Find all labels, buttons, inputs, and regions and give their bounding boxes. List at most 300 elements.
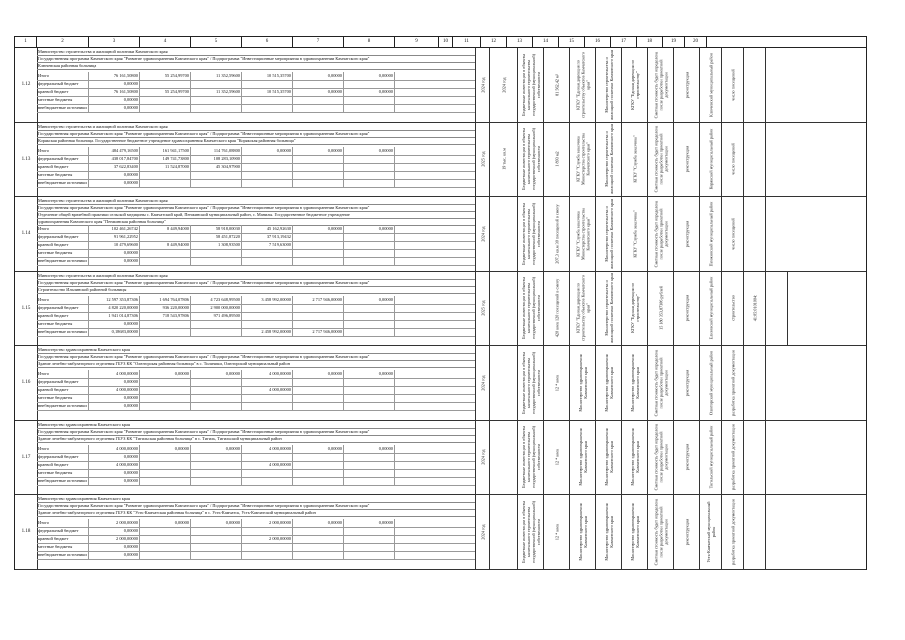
financing-value: 45 304,97900: [191, 163, 242, 171]
financing-value: [293, 155, 344, 163]
header-column-number: 18: [637, 37, 663, 47]
attribute-cell: [475, 123, 489, 197]
financing-value: [242, 304, 293, 312]
financing-value: 4 000,00000: [89, 461, 140, 469]
financing-value: [191, 249, 242, 257]
financing-value: 10 479,69600: [89, 241, 140, 249]
financing-value: 0,00000: [344, 225, 395, 233]
attribute-cell: [489, 346, 517, 420]
attribute-cell: [621, 48, 647, 122]
header-column-number: 4: [140, 37, 191, 47]
financing-row: [37, 551, 475, 560]
attribute-cell: [595, 495, 621, 569]
attribute-cell: [647, 48, 673, 122]
financing-value: [293, 543, 344, 551]
attribute-text: Министерство здравоохранения Камчатского края: [577, 503, 588, 561]
attribute-cell: [569, 495, 595, 569]
financing-source-label: Итого: [37, 72, 89, 80]
attribute-cell: [743, 48, 765, 122]
project-block: [15, 48, 866, 123]
attribute-cell: [621, 495, 647, 569]
project-title-line: Государственная программа Камчатского края "Развитие здравоохранения Камчатского края" / Подпрограмма "Инвестиционные мероприятия в здравоохранении Камчатского края": [37, 204, 476, 212]
financing-source-label: федеральный бюджет: [37, 453, 89, 461]
financing-value: 2 000,00000: [242, 519, 293, 527]
financing-value: 0,00000: [293, 147, 344, 155]
financing-source-label: внебюджетные источники: [37, 328, 89, 336]
financing-value: 0,00000: [89, 394, 140, 402]
header-column-number: 14: [533, 37, 559, 47]
attribute-text: 2025 год: [480, 151, 485, 167]
financing-value: 0,00000: [140, 370, 191, 378]
attribute-text: реконструкция: [684, 369, 689, 396]
attribute-cell: [543, 346, 569, 420]
attribute-text: число посещений: [730, 218, 735, 250]
attribute-cell: [489, 272, 517, 346]
financing-value: 2 458 992,00000: [242, 328, 293, 336]
attribute-cell: [765, 48, 787, 122]
project-title-line: Строительство Ильпинской районной больницы: [37, 286, 476, 294]
attribute-text: 41:05:0101004:: [752, 294, 757, 322]
attribute-cell: [543, 48, 569, 122]
vertical-attribute-cells: [475, 48, 866, 122]
financing-value: 11 524,87000: [140, 163, 191, 171]
financing-value: 0,00000: [191, 445, 242, 453]
financing-value: 718 543,97806: [140, 312, 191, 320]
financing-value: 0,00000: [89, 477, 140, 485]
financing-value: [242, 257, 293, 265]
project-block: [15, 197, 866, 272]
attribute-text: разработка проектной документации: [730, 349, 735, 416]
financing-value: [140, 551, 191, 559]
attribute-cell: [517, 495, 543, 569]
financing-value: [293, 104, 344, 112]
attribute-text: Тигильский муниципальный район: [708, 425, 713, 489]
header-column-number: 9: [395, 37, 439, 47]
attribute-text: Министерство здравоохранения Камчатского края: [629, 428, 640, 486]
attribute-text: число посещений: [730, 143, 735, 175]
attribute-text: Ключевский муниципальный район: [708, 52, 713, 117]
attribute-text: 2025 год: [480, 300, 485, 316]
attribute-text: КГКУ "Служба заказчика Министерства строительства Камчатского края": [575, 133, 590, 186]
financing-value: 0,00000: [89, 171, 140, 179]
attribute-cell: [699, 272, 721, 346]
financing-value: 2 900 000,00000: [191, 304, 242, 312]
header-column-number: 1: [15, 37, 37, 47]
attribute-cell: [569, 123, 595, 197]
financing-value: [242, 551, 293, 559]
attribute-cell: [787, 272, 809, 346]
project-block: [15, 495, 866, 570]
vertical-attribute-cells: [475, 197, 866, 271]
financing-value: [293, 233, 344, 241]
attribute-cell: [699, 48, 721, 122]
attribute-cell: [721, 48, 743, 122]
financing-value: [293, 163, 344, 171]
financing-source-label: федеральный бюджет: [37, 378, 89, 386]
financing-value: [293, 527, 344, 535]
financing-value: [293, 304, 344, 312]
financing-value: 37 622,83400: [89, 163, 140, 171]
attribute-text: Корякский муниципальный район: [708, 128, 713, 190]
financing-value: [344, 461, 395, 469]
financing-value: [293, 257, 344, 265]
financing-value: [242, 104, 293, 112]
financing-value: [242, 80, 293, 88]
financing-value: 0,00000: [344, 88, 395, 96]
financing-value: 484 479,16500: [89, 147, 140, 155]
project-block: [15, 421, 866, 496]
attribute-text: Бюджетные инвестиции в объекты капитального строительства государственной (муниципальной) собственности: [520, 500, 541, 563]
attribute-text: Министерство здравоохранения Камчатского края: [629, 354, 640, 412]
attribute-cell: [595, 197, 621, 271]
attribute-cell: [647, 495, 673, 569]
financing-source-label: внебюджетные источники: [37, 551, 89, 559]
attribute-cell: [765, 123, 787, 197]
financing-source-label: Итого: [37, 445, 89, 453]
row-number: 1.12: [15, 48, 38, 122]
financing-value: 0,00000: [89, 453, 140, 461]
financing-value: 0,00000: [293, 445, 344, 453]
financing-value: 4 000,00000: [89, 445, 140, 453]
financing-value: 0,00000: [89, 527, 140, 535]
attribute-text: реконструкция: [684, 71, 689, 98]
header-column-number: 19: [663, 37, 685, 47]
attribute-cell: [673, 272, 699, 346]
attribute-cell: [721, 495, 743, 569]
financing-value: [344, 257, 395, 265]
financing-value: 0,00000: [89, 104, 140, 112]
financing-value: 12 597 353,87306: [89, 296, 140, 304]
financing-value: 8 449,94000: [140, 241, 191, 249]
financing-value: 1 941 014,87306: [89, 312, 140, 320]
header-column-number: 7: [293, 37, 344, 47]
financing-value: 2 000,00000: [89, 519, 140, 527]
attribute-cell: [721, 197, 743, 271]
financing-value: [293, 386, 344, 394]
attribute-cell: [517, 272, 543, 346]
attribute-text: 420 коек 120 посещений в смену: [554, 279, 559, 338]
attribute-cell: [595, 346, 621, 420]
attribute-text: Сметная стоимость будет определена после разработки проектной документации: [653, 498, 668, 566]
attribute-cell: [517, 123, 543, 197]
financing-value: 0,00000: [140, 445, 191, 453]
attribute-text: Бюджетные инвестиции в объекты капитального строительства государственной (муниципальной) собственности: [520, 128, 541, 191]
project-title-line: Ключевская районная больница: [37, 62, 476, 70]
financing-value: 0,00000: [242, 147, 293, 155]
project-title-line: Государственная программа Камчатского края "Развитие здравоохранения Камчатского края" / Подпрограмма "Инвестиционные мероприятия в здравоохранении Камчатского края": [37, 353, 476, 361]
financing-value: [191, 543, 242, 551]
attribute-cell: [489, 421, 517, 495]
attribute-text: 12 * коек: [554, 449, 559, 466]
header-column-number: 10: [439, 37, 453, 47]
attribute-cell: [721, 421, 743, 495]
financing-value: [140, 527, 191, 535]
financing-source-label: Итого: [37, 147, 89, 155]
financing-value: [140, 402, 191, 410]
financing-value: [191, 402, 242, 410]
financing-value: [344, 477, 395, 485]
financing-source-label: Итого: [37, 296, 89, 304]
attribute-text: строительство: [730, 295, 735, 322]
financing-value: [191, 320, 242, 328]
financing-row: [37, 257, 475, 266]
financing-value: [140, 453, 191, 461]
financing-source-label: местные бюджеты: [37, 469, 89, 477]
attribute-text: Министерство строительства и жилищной политики Камчатского края: [603, 198, 614, 269]
attribute-cell: [475, 197, 489, 271]
financing-value: [191, 453, 242, 461]
project-title-line: Министерство строительства и жилищной политики Камчатского края: [37, 123, 476, 131]
attribute-cell: [543, 123, 569, 197]
financing-value: [344, 96, 395, 104]
financing-value: [191, 171, 242, 179]
financing-source-label: внебюджетные источники: [37, 402, 89, 410]
attribute-text: реконструкция: [684, 295, 689, 322]
vertical-attribute-cells: [475, 123, 866, 197]
attribute-cell: [673, 123, 699, 197]
attribute-text: 15 180 353,87306 рублей: [658, 286, 663, 331]
financing-value: [140, 104, 191, 112]
attribute-cell: [543, 272, 569, 346]
project-block: [15, 272, 866, 347]
financing-value: [242, 469, 293, 477]
financing-value: [242, 163, 293, 171]
attribute-cell: [517, 197, 543, 271]
financing-value: [344, 163, 395, 171]
attribute-cell: [569, 272, 595, 346]
financing-value: [344, 402, 395, 410]
attribute-text: КГКУ "Служба заказчика": [632, 135, 637, 183]
financing-value: [344, 171, 395, 179]
attribute-text: Сметная стоимость будет определена после разработки проектной документации: [653, 125, 668, 193]
financing-value: 0,00000: [344, 147, 395, 155]
attribute-text: Бюджетные инвестиции в объекты капитального строительства государственной (муниципальной) собственности: [520, 53, 541, 116]
row-number: 1.15: [15, 272, 38, 346]
attribute-cell: [673, 346, 699, 420]
attribute-cell: [543, 495, 569, 569]
attribute-text: 2024 год: [480, 524, 485, 540]
attribute-text: Сметная стоимость будет определена после разработки проектной документации: [653, 423, 668, 491]
attribute-cell: [489, 197, 517, 271]
attribute-cell: [743, 123, 765, 197]
financing-value: [344, 241, 395, 249]
attribute-cell: [743, 346, 765, 420]
financing-value: [191, 527, 242, 535]
financing-source-label: федеральный бюджет: [37, 527, 89, 535]
financing-value: 4 000,00000: [242, 445, 293, 453]
financing-value: 0,00000: [89, 543, 140, 551]
financing-value: 0,00000: [344, 445, 395, 453]
financing-value: 0,00000: [293, 370, 344, 378]
attribute-cell: [595, 272, 621, 346]
financing-value: [344, 394, 395, 402]
attribute-text: Министерство здравоохранения Камчатского края: [603, 503, 614, 561]
project-title-line: Здание лечебно-амбулаторного отделения ГБУЗ КК "Усть-Камчатская районная больница" в с. Усть-Камчатск, Усть-Камчатский муниципальный район: [37, 509, 476, 517]
financing-value: 0,00000: [293, 519, 344, 527]
financing-value: [242, 312, 293, 320]
financing-value: [344, 80, 395, 88]
attribute-cell: [765, 197, 787, 271]
attribute-cell: [721, 346, 743, 420]
attribute-cell: [489, 48, 517, 122]
attribute-cell: [475, 346, 489, 420]
financing-value: [140, 477, 191, 485]
financing-value: 11 352,59600: [191, 88, 242, 96]
financing-source-label: федеральный бюджет: [37, 155, 89, 163]
financing-value: 0,00000: [89, 469, 140, 477]
attribute-text: Сметная стоимость будет определена после разработки проектной документации: [653, 51, 668, 119]
financing-source-label: краевой бюджет: [37, 163, 89, 171]
financing-source-label: краевой бюджет: [37, 88, 89, 96]
financing-source-label: местные бюджеты: [37, 171, 89, 179]
financing-value: [140, 96, 191, 104]
attribute-cell: [475, 48, 489, 122]
attribute-text: Министерство здравоохранения Камчатского края: [629, 503, 640, 561]
attribute-cell: [699, 421, 721, 495]
financing-value: [140, 328, 191, 336]
project-title-line: Отделение общей врачебной практики сельской медицины с. Камчатский край, Пенжинский муниципальный район, с. Манилы. Государственное бюджетное учреждение: [37, 211, 476, 219]
attribute-cell: [647, 421, 673, 495]
financing-value: [344, 312, 395, 320]
financing-value: [191, 328, 242, 336]
financing-value: [140, 233, 191, 241]
financing-value: [344, 179, 395, 187]
financing-row: [37, 104, 475, 113]
project-title-line: Государственная программа Камчатского края "Развитие здравоохранения Камчатского края" / Подпрограмма "Инвестиционные мероприятия в здравоохранении Камчатского края": [37, 130, 476, 138]
attribute-text: КГКУ "Единая дирекция по строительству": [629, 283, 640, 334]
financing-value: 4 000,00000: [242, 386, 293, 394]
project-title-line: Государственная программа Камчатского края "Развитие здравоохранения Камчатского края" / Подпрограмма "Инвестиционные мероприятия в здравоохранении Камчатского края": [37, 502, 476, 510]
attribute-cell: [621, 272, 647, 346]
financing-value: [191, 535, 242, 543]
financing-value: 4 000,00000: [89, 386, 140, 394]
vertical-attribute-cells: [475, 272, 866, 346]
financing-value: [191, 179, 242, 187]
financing-source-label: федеральный бюджет: [37, 80, 89, 88]
attribute-cell: [543, 421, 569, 495]
attribute-text: КГКУ "Служба заказчика Министерства строительства Камчатского края": [575, 207, 590, 260]
financing-value: 0,00000: [293, 72, 344, 80]
financing-source-label: местные бюджеты: [37, 320, 89, 328]
financing-value: [293, 320, 344, 328]
attribute-cell: [647, 197, 673, 271]
project-title-line: Министерство здравоохранения Камчатского края: [37, 346, 476, 354]
financing-value: [191, 378, 242, 386]
attribute-cell: [595, 421, 621, 495]
financing-source-label: краевой бюджет: [37, 241, 89, 249]
financing-source-label: внебюджетные источники: [37, 257, 89, 265]
row-number: 1.17: [15, 421, 38, 495]
financing-value: [344, 469, 395, 477]
financing-value: [191, 461, 242, 469]
attribute-text: 2024 год: [501, 77, 506, 93]
financing-value: [140, 80, 191, 88]
financing-source-label: местные бюджеты: [37, 249, 89, 257]
financing-value: 55 254,99700: [140, 88, 191, 96]
attribute-cell: [569, 48, 595, 122]
attribute-text: реконструкция: [684, 146, 689, 173]
financing-value: 0,00000: [191, 519, 242, 527]
vertical-attribute-cells: [475, 495, 866, 569]
financing-value: 45 162,92630: [242, 225, 293, 233]
financing-value: [293, 80, 344, 88]
attribute-text: 1 893 м2: [554, 151, 559, 167]
financing-source-label: краевой бюджет: [37, 386, 89, 394]
financing-value: 58 918,00030: [191, 225, 242, 233]
project-title-line: Министерство строительства и жилищной политики Камчатского края: [37, 48, 476, 56]
vertical-attribute-cells: [475, 346, 866, 420]
attribute-text: КГКУ "Служба заказчика": [632, 210, 637, 258]
project-block: [15, 346, 866, 421]
financing-value: 55 254,99700: [140, 72, 191, 80]
financing-value: [293, 469, 344, 477]
financing-value: 58 451,87220: [191, 233, 242, 241]
financing-value: [293, 96, 344, 104]
financing-value: 971 496,89500: [191, 312, 242, 320]
attribute-cell: [595, 48, 621, 122]
financing-value: 11 352,59600: [191, 72, 242, 80]
project-block: [15, 123, 866, 198]
financing-source-label: краевой бюджет: [37, 535, 89, 543]
attribute-cell: [699, 123, 721, 197]
attribute-cell: [621, 421, 647, 495]
attribute-text: КГКУ "Единая дирекция по строительству объектов Камчатского края": [575, 275, 590, 342]
project-title-line: Государственная программа Камчатского края "Развитие здравоохранения Камчатского края" / Подпрограмма "Инвестиционные мероприятия в здравоохранении Камчатского края": [37, 428, 476, 436]
financing-value: 0,00000: [89, 402, 140, 410]
financing-value: 37 913,19432: [242, 233, 293, 241]
financing-value: 3 458 992,00000: [242, 296, 293, 304]
attribute-text: Бюджетные инвестиции в объекты капитального строительства государственной (муниципальной) собственности: [520, 202, 541, 265]
financing-value: 0,00000: [293, 88, 344, 96]
attribute-cell: [673, 48, 699, 122]
header-column-number: 20: [685, 37, 707, 47]
financing-value: 1 308,93500: [191, 241, 242, 249]
column-number-header: [15, 37, 866, 48]
financing-value: 108 283,10900: [191, 155, 242, 163]
attribute-cell: [489, 123, 517, 197]
attribute-text: разработка проектной документации: [730, 498, 735, 565]
attribute-text: Министерство здравоохранения Камчатского края: [577, 354, 588, 412]
attribute-text: 12 * коек: [554, 374, 559, 391]
financing-value: 0,00000: [89, 378, 140, 386]
attribute-cell: [569, 346, 595, 420]
header-column-number: 11: [453, 37, 481, 47]
financing-value: [140, 469, 191, 477]
header-column-number: 17: [611, 37, 637, 47]
attribute-text: Сметная стоимость будет определена после разработки проектной документации: [653, 200, 668, 268]
attribute-text: 81 562,42 м²: [554, 73, 559, 96]
project-title-line: Министерство здравоохранения Камчатского края: [37, 421, 476, 429]
financing-value: [242, 527, 293, 535]
financing-value: 1 694 764,07806: [140, 296, 191, 304]
attribute-cell: [595, 123, 621, 197]
financing-value: 2 000,00000: [242, 535, 293, 543]
attribute-cell: [647, 123, 673, 197]
attribute-cell: [743, 421, 765, 495]
financing-value: [293, 171, 344, 179]
attribute-cell: [475, 421, 489, 495]
financing-source-label: внебюджетные источники: [37, 104, 89, 112]
financing-value: 161 941,17500: [140, 147, 191, 155]
financing-value: [344, 378, 395, 386]
attribute-text: Бюджетные инвестиции в объекты капитального строительства государственной (муниципальной) собственности: [520, 426, 541, 489]
financing-value: [293, 477, 344, 485]
attribute-cell: [673, 421, 699, 495]
attribute-text: Министерство здравоохранения Камчатского края: [577, 428, 588, 486]
financing-value: [242, 394, 293, 402]
financing-value: [140, 257, 191, 265]
financing-value: [242, 402, 293, 410]
